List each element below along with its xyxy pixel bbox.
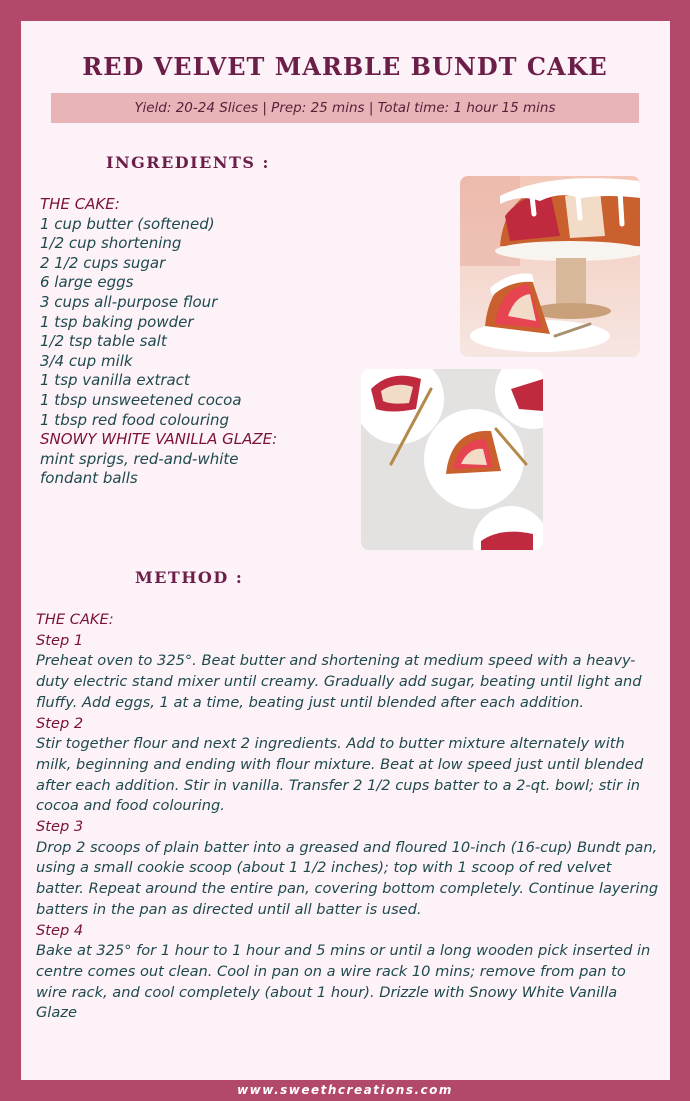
yield-bar: Yield: 20-24 Slices | Prep: 25 mins | Total time: 1 hour 15 mins — [51, 93, 639, 123]
ingredient-subheading: THE CAKE: — [40, 195, 120, 213]
method-heading: METHOD : — [135, 568, 244, 587]
ingredient-line: 3/4 cup milk — [40, 351, 133, 370]
cake-stand-image — [460, 176, 640, 357]
method-subheading: Step 2 — [36, 714, 84, 732]
ingredient-line: 1 tsp baking powder — [40, 312, 194, 331]
method-subheading: Step 4 — [36, 921, 84, 939]
ingredient-line: 3 cups all-purpose flour — [40, 292, 218, 311]
ingredient-line: 6 large eggs — [40, 273, 134, 292]
footer-website: www.sweethcreations.com — [237, 1083, 453, 1097]
ingredient-line: 1/2 tsp table salt — [40, 332, 167, 351]
ingredient-line: 1 tsp vanilla extract — [40, 371, 190, 390]
method-subheading: Step 3 — [36, 818, 84, 836]
ingredient-line: 1 cup butter (softened) — [40, 214, 215, 233]
method-subheading: THE CAKE: — [36, 611, 114, 628]
ingredient-line: mint sprigs, red-and-white — [40, 449, 239, 468]
method-text — [36, 610, 661, 1024]
ingredient-line: 1/2 cup shortening — [40, 234, 182, 253]
method-line: Drop 2 scoops of plain batter into a greased and floured 10-inch (16-cup) Bundt pan, using a small cookie scoop (about 1 1/2 inches); top with 1 scoop of red velvet batter. Repeat around the entire pan, covering bottom completely. Continue layering batters in the pan as directed until all batter is used. — [36, 838, 659, 918]
ingredients-heading: INGREDIENTS : — [106, 153, 270, 172]
method-line: Bake at 325° for 1 hour to 1 hour and 5 mins or until a long wooden pick inserted in centre comes out clean. Cool in pan on a wire rack 10 mins; remove from pan to wire rack, and cool completely (about 1 hour). Drizzle with Snowy White Vanilla Glaze — [36, 942, 651, 1022]
cake-stand-photo — [460, 176, 640, 357]
ingredient-line: 1 tbsp red food colouring — [40, 410, 230, 429]
ingredient-line: fondant balls — [40, 469, 138, 488]
ingredient-line: 1 tbsp unsweetened cocoa — [40, 390, 242, 409]
method-line: Preheat oven to 325°. Beat butter and shortening at medium speed with a heavy-duty electric stand mixer until creamy. Gradually add sugar, beating until light and fluffy. Add eggs, 1 at a time, beating just until blended after each addition. — [36, 652, 642, 711]
cake-slices-photo — [361, 369, 543, 550]
ingredient-subheading: SNOWY WHITE VANILLA GLAZE: — [40, 430, 278, 449]
ingredients-list — [40, 195, 340, 489]
method-line: Stir together flour and next 2 ingredients. Add to butter mixture alternately with milk, beginning and ending with flour mixture. Beat at low speed just until blended after each addition. Stir in vanilla. Transfer 2 1/2 cups batter to a 2-qt. bowl; stir in cocoa and food colouring. — [36, 735, 644, 815]
ingredient-line: 2 1/2 cups sugar — [40, 253, 166, 272]
cake-slices-image — [361, 369, 543, 550]
method-subheading: Step 1 — [36, 631, 84, 649]
recipe-title: RED VELVET MARBLE BUNDT CAKE — [82, 52, 608, 81]
